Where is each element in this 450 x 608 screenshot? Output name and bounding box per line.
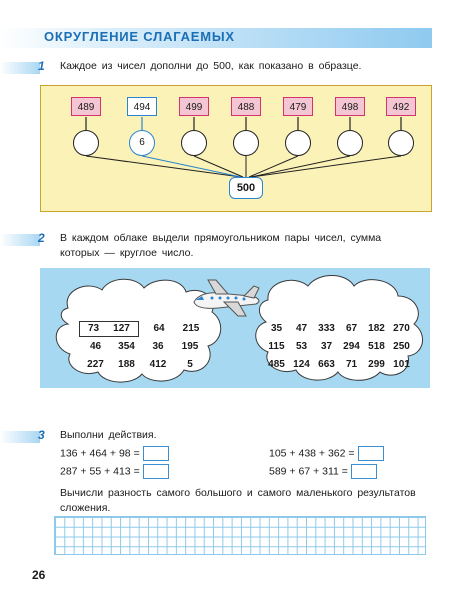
cloud-number[interactable]: 46 (89, 341, 102, 352)
cloud-number[interactable]: 354 (118, 341, 135, 352)
task1-bar (0, 62, 40, 74)
expression (60, 464, 169, 479)
cloud-number[interactable]: 333 (318, 323, 335, 334)
task2-bar (0, 234, 40, 246)
answer-box[interactable] (358, 446, 384, 461)
expression (269, 464, 377, 479)
answer-box[interactable] (351, 464, 377, 479)
cloud-number[interactable]: 294 (343, 341, 360, 352)
cloud-number[interactable]: 188 (118, 359, 135, 370)
cloud-number[interactable]: 124 (293, 359, 310, 370)
answer-circle[interactable] (285, 130, 311, 156)
answer-grid[interactable] (54, 516, 426, 555)
cloud-number[interactable]: 71 (345, 359, 358, 370)
answer-circle[interactable] (233, 130, 259, 156)
cloud-number[interactable]: 182 (368, 323, 385, 334)
cloud-number[interactable]: 215 (182, 323, 200, 334)
airplane-icon (188, 272, 268, 318)
cloud-number[interactable]: 485 (268, 359, 285, 370)
task2-text: В каждом облаке выдели прямоугольником пары чисел, сумма которых — круглое число. (60, 232, 382, 259)
number-box: 499 (179, 97, 209, 116)
answer-box[interactable] (143, 446, 169, 461)
cloud-number[interactable]: 64 (153, 323, 165, 334)
sample-pair-box (79, 321, 139, 337)
cloud-number: 73 (87, 323, 100, 334)
answer-circle[interactable] (73, 130, 99, 156)
target-number: 500 (229, 177, 263, 199)
cloud-right-numbers (264, 320, 414, 374)
cloud-number[interactable]: 53 (295, 341, 308, 352)
task1-text: Каждое из чисел дополни до 500, как показано в образце. (60, 60, 362, 72)
task3-question: Вычисли разность самого большого и самого маленького результатов сложения. (60, 487, 416, 514)
answer-circle[interactable] (388, 130, 414, 156)
task2-panel (40, 268, 430, 388)
answer-circle[interactable] (337, 130, 363, 156)
cloud-number[interactable]: 36 (152, 341, 164, 352)
task2-number: 2 (38, 231, 45, 245)
cloud-number[interactable]: 37 (320, 341, 333, 352)
number-box: 488 (231, 97, 261, 116)
number-box-sample: 494 (127, 97, 157, 116)
answer-circle[interactable] (181, 130, 207, 156)
page-number: 26 (32, 568, 46, 582)
number-box: 498 (335, 97, 365, 116)
number-box: 492 (386, 97, 416, 116)
cloud-number[interactable]: 518 (368, 341, 385, 352)
cloud-number[interactable]: 5 (187, 359, 193, 370)
answer-circle-sample: 6 (129, 130, 155, 156)
cloud-left-numbers (78, 320, 208, 374)
expression-text: 136 + 464 + 98 = (60, 447, 140, 460)
expression-text: 589 + 67 + 311 = (269, 465, 348, 478)
cloud-number[interactable]: 47 (295, 323, 308, 334)
task1-number: 1 (38, 59, 45, 73)
cloud-number[interactable]: 101 (393, 359, 410, 370)
expression-text: 287 + 55 + 413 = (60, 465, 140, 478)
task3-bar (0, 431, 40, 443)
cloud-number[interactable]: 270 (393, 323, 410, 334)
expression (269, 446, 384, 461)
cloud-number[interactable]: 412 (149, 359, 167, 370)
cloud-number[interactable]: 195 (181, 341, 199, 352)
expression-text: 105 + 438 + 362 = (269, 447, 355, 460)
number-box: 479 (283, 97, 313, 116)
cloud-number[interactable]: 227 (87, 359, 104, 370)
cloud-number[interactable]: 35 (270, 323, 283, 334)
answer-box[interactable] (143, 464, 169, 479)
cloud-number[interactable]: 115 (268, 341, 285, 352)
cloud-number[interactable]: 250 (393, 341, 410, 352)
cloud-number[interactable]: 663 (318, 359, 335, 370)
task3-text: Выполни действия. (60, 429, 157, 441)
task3-number: 3 (38, 428, 45, 442)
expression (60, 446, 169, 461)
cloud-number[interactable]: 299 (368, 359, 385, 370)
cloud-number[interactable]: 67 (345, 323, 358, 334)
number-box: 489 (71, 97, 101, 116)
page-title: ОКРУГЛЕНИЕ СЛАГАЕМЫХ (44, 29, 235, 44)
task1-panel (40, 85, 432, 212)
cloud-number: 127 (113, 323, 130, 334)
